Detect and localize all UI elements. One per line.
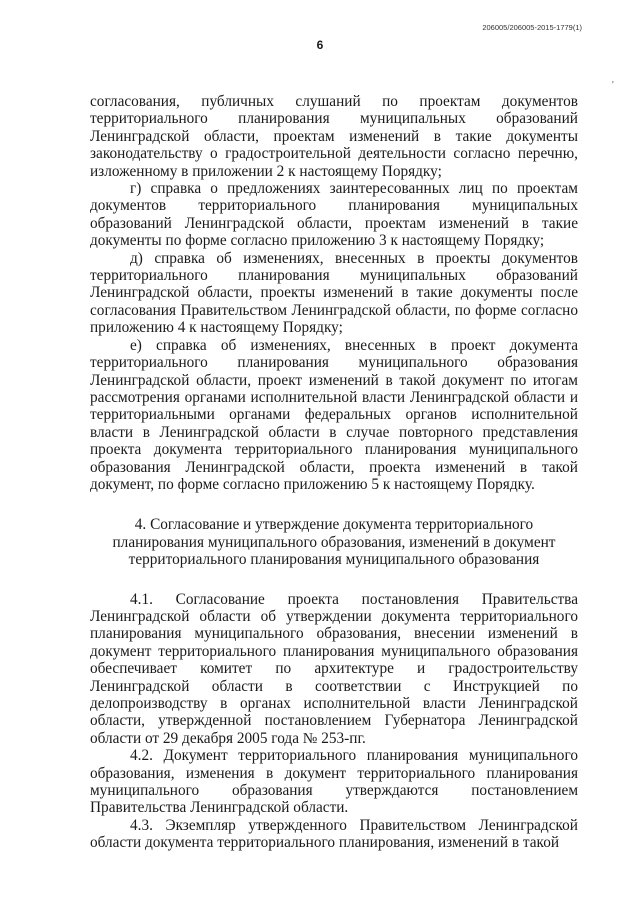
paragraph-4-3: 4.3. Экземпляр утвержденного Правительством Ленинградской области документа территориального планирования, изменений в такой xyxy=(90,816,578,852)
page-number: 6 xyxy=(316,38,324,52)
document-body xyxy=(90,93,578,852)
margin-mark: ' xyxy=(612,80,614,91)
paragraph-continuation: согласования, публичных слушаний по проектам документов территориального планирования муниципальных образований Ленинградской области, проектам изменений в такие документы законодательству о градостроительной деятельности согласно перечню, изложенному в приложении 2 к настоящему Порядку; xyxy=(90,93,578,180)
paragraph-item-g: г) справка о предложениях заинтересованных лиц по проектам документов территориального планирования муниципальных образований Ленинградской области, проектам изменений в такие документы по форме согласно приложению 3 к настоящему Порядку; xyxy=(90,180,578,250)
paragraph-item-e: е) справка об изменениях, внесенных в проект документа территориального планирования муниципального образования Ленинградской области, проект изменений в такой документ по итогам рассмотрения органами исполнительной власти Ленинградской области и территориальными органами федеральных органов исполнительной власти в Ленинградской области в случае повторного представления проекта документа территориального планирования муниципального образования Ленинградской области, проекта изменений в такой документ, по форме согласно приложению 5 к настоящему Порядку. xyxy=(90,336,578,493)
paragraph-item-d: д) справка об изменениях, внесенных в проекты документов территориального планирования муниципальных образований Ленинградской области, проекты изменений в такие документы после согласования Правительством Ленинградской области, по форме согласно приложению 4 к настоящему Порядку; xyxy=(90,249,578,337)
section-heading: 4. Согласование и утверждение документа территориального планирования муниципального образования, изменений в документ территориального планирования муниципального образования xyxy=(112,516,556,569)
paragraph-4-1: 4.1. Согласование проекта постановления Правительства Ленинградской области об утверждении документа территориального планирования муниципального образования, внесении изменений в документ территориального планирования муниципального образования обеспечивает комитет по архитектуре и градостроительству Ленинградской области в соответствии с Инструкцией по делопроизводству в органах исполнительной власти Ленинградской области, утвержденной постановлением Губернатора Ленинградской области от 29 декабря 2005 года № 253-пг. xyxy=(90,590,578,747)
document-id: 206005/206005-2015-1779(1) xyxy=(482,23,582,32)
paragraph-4-2: 4.2. Документ территориального планирования муниципального образования, изменения в документ территориального планирования муниципального образования утверждаются постановлением Правительства Ленинградской области. xyxy=(90,747,578,817)
